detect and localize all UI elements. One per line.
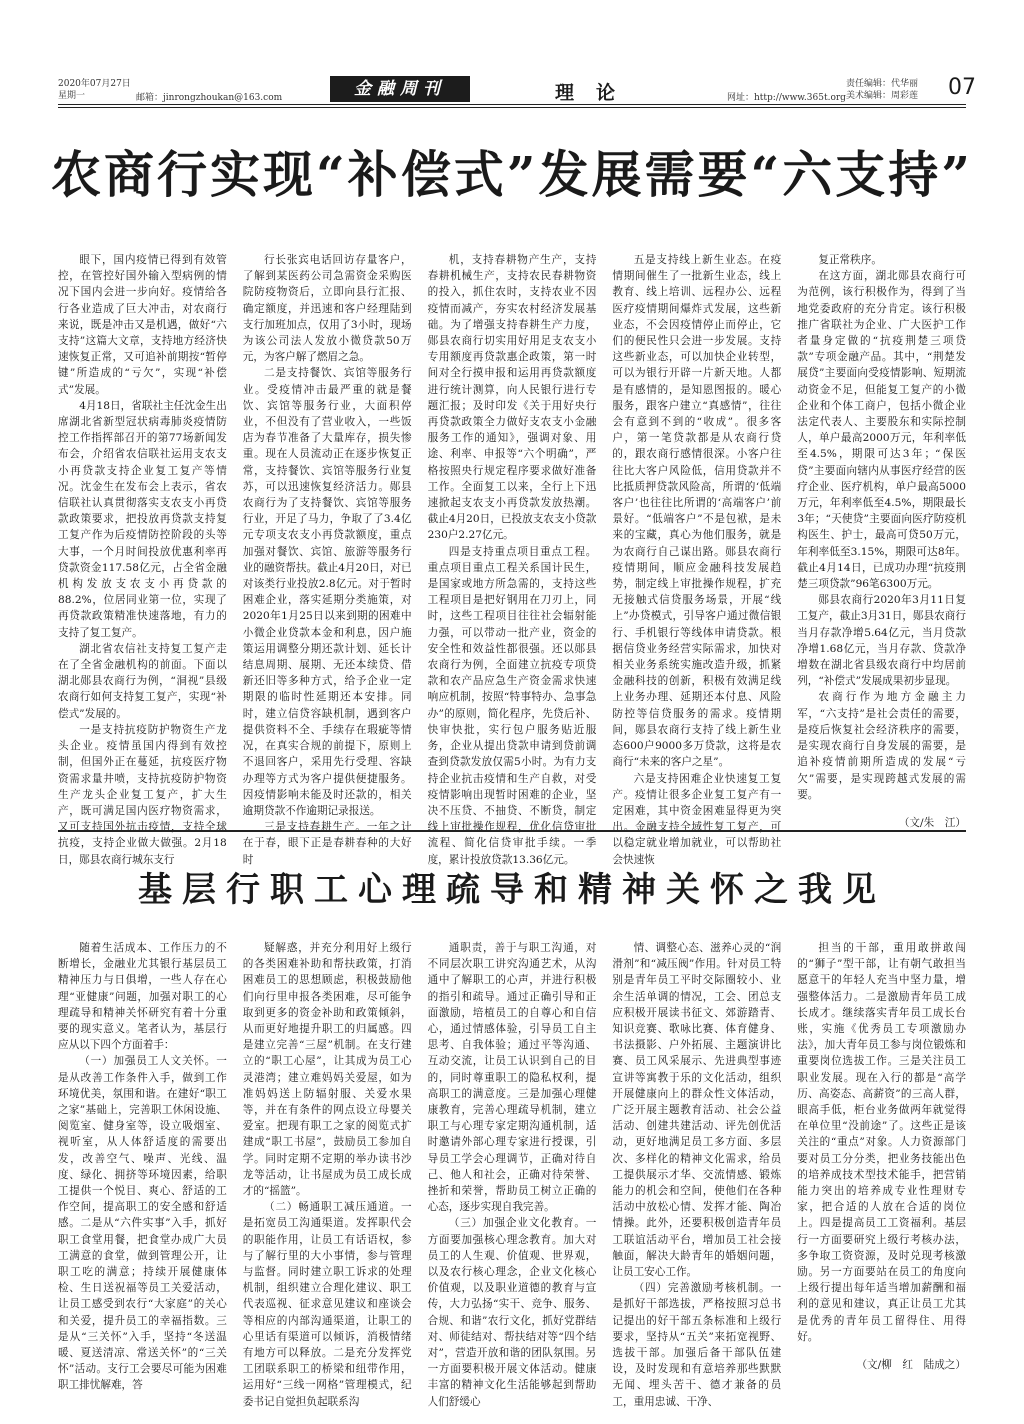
header-rule-bottom <box>58 107 966 108</box>
paragraph: 眼下，国内疫情已得到有效管控，在管控好国外输入型病例的情况下国内会进一步向好。疫情给各行各业造成了巨大冲击，对农商行来说，既是冲击又是机遇，做好“六支持”这篇大文章，支持地方经济快速恢复正常，又可追补前期按“暂停键”所造成的“亏欠”，实现“补偿式”发展。 <box>58 254 227 396</box>
paragraph: 五是支持线上新生业态。在疫情期间催生了一批新生业态，线上教育、线上培训、远程办公、远程医疗疫情期间爆炸式发展，这些新业态，不会因疫情停止而停止，它们的便民性只会进一步发展。支持这些新业态，可以加快企业转型，可以为银行开辟一片新天地。人都是有感情的，是知恩图报的。暖心服务，跟客户建立“真感情”，往往会有意到不到的“收成”。很多客户，第一笔贷款都是从农商行贷的，跟农商行感情很深。小客户往往比大客户风险低，信用贷款并不比抵质押贷款风险高，所谓的‘低端客户’也往往比所谓的‘高端客户’前景好。“低端客户”不是包袱，是未来的宝藏，真心为他们服务，就是为农商行自己谋出路。郧县农商行疫情期间，顺应金融科技发展趋势，制定线上审批操作规程，扩充无接触式信贷服务场景，开展“线上”办贷模式，引导客户通过微信银行、手机银行等线体申请贷款。根据信贷业务经营实际需求，加快对相关业务系统实施改造升级，抓紧金融科技的创新，积极有效满足线上业务办理、延期还本付息、风险防控等信贷服务的需求。疫情期间，郧县农商行支持了线上新生业态600户9000多万贷款，这将是农商行“未来的客户之星”。 <box>612 254 782 769</box>
masthead-banner: 金融周刊 <box>330 76 470 102</box>
paragraph: （一）加强员工人文关怀。一是从改善工作条件入手，做到工作环境优美，氛围和谐。在建好“职工之家”基础上，完善职工休闲设施、阅览室、健身室等，设立吸烟室、视听室，从人体舒适度的需要出发，改善空气、噪声、光线、温度、绿化、拥挤等环境因素，给职工提供一个悦目、爽心、舒适的工作空间，提高职工的安全感和舒适感。二是从“六件实事”入手，抓好职工食堂用餐，把食堂办成广大员工满意的食堂，做到管理公开，让职工吃的满意；持续开展健康体检、生日送祝福等员工关爱活动，让员工感受到农行“大家庭”的关心和关爱，提升员工的幸福指数。三是从“三关怀”入手，坚持“冬送温暖、夏送清凉、常送关怀”的“三关怀”活动。支行工会要尽可能为困难职工排忧解难，答 <box>58 1055 227 1392</box>
paragraph: 六是支持困难企业快速复工复产。疫情让很多企业复工复产有一定困难，其中资金困难显得更为突出。金融支持全域性复工复产，可以稳定就业增加就业，可以帮助社会快速恢 <box>612 772 782 866</box>
paragraph: 一是支持抗疫防护物资生产龙头企业。疫情虽国内得到有效控制，但国外正在蔓延，抗疫医疗物资需求量井喷，支持抗疫防护物资生产龙头企业复工复产，扩大生产，既可满足国内医疗物资需求，又可支持国外抗击疫情，支持全球抗疫，支持企业做大做强。2月18日，郧县农商行城东支行 <box>58 723 227 866</box>
section-name: 理论 <box>555 82 638 104</box>
art-editor-name: 美术编辑：周彩莲 <box>846 91 919 101</box>
page-number: 07 <box>948 75 976 100</box>
article2-column <box>427 940 597 1408</box>
header-rule-top <box>58 104 966 105</box>
article-divider <box>58 830 966 832</box>
byline: （文/朱 江） <box>898 816 966 829</box>
article2-column <box>58 940 227 1392</box>
paragraph: （二）畅通职工减压通道。一是拓宽员工沟通渠道。发挥职代会的职能作用，让员工有话语权，参与了解行里的大小事情，参与管理与监督。同时建立职工诉求的处理机制，组织建立合理化建议、职工代表巡视、征求意见建议和座谈会等相应的内部沟通渠道，让职工的心里话有渠道可以倾诉，消极情绪有地方可以释放。二是充分发挥党工团联系职工的桥梁和纽带作用，运用好“三线一网格”管理模式，纪委书记自觉担负起联系沟 <box>242 1201 412 1408</box>
paragraph: 湖北省农信社支持复工复产走在了全省金融机构的前面。下面以湖北郧县农商行为例，“洞视”县级农商行如何支持复工复产，实现“补偿式”发展的。 <box>58 642 227 720</box>
header-website: 网址：http://www.365t.org <box>727 93 846 103</box>
article1-column <box>58 252 227 866</box>
article1-column <box>242 252 412 866</box>
paragraph: 疑解惑，并充分利用好上级行的各类困难补助和帮扶政策，打消困难员工的思想顾虑，积极鼓励他们向行里申报各类困难，尽可能争取到更多的资金补助和政策倾斜，从而更好地提升职工的归属感。四是建立完善“三屋”机制。在支行建立的“职工心屋”，让其成为员工心灵港湾；建立难妈妈关爱屋，如为准妈妈送上防辐射服、关爱水果等，并在有条件的网点设立母婴关爱室。把现有职工之家的阅览式扩建成“职工书屋”，鼓励员工参加自学。同时定期不定期的举办读书沙龙等活动，让书屋成为员工成长成才的“摇篮”。 <box>242 942 412 1198</box>
header-email: 邮箱：jinrongzhoukan@163.com <box>136 93 283 103</box>
paragraph: 4月18日，省联社主任沈金生出席湖北省新型冠状病毒肺炎疫情防控工作指挥部召开的第77场新闻发布会，介绍省农信联社运用支农支小再贷款支持企业复工复产等情况。沈金生在发布会上表示，省农信联社认真贯彻落实支农支小再贷款政策要求，把投放再贷款支持复工复产作为后疫情防控阶段的头等大事，一个月时间投放优惠利率再贷款资金117.58亿元，占全省金融机构发放支农支小再贷款的88.2%，位居同业第一位，实现了再贷款政策精准快速落地，有力的支持了复工复产。 <box>58 399 227 639</box>
paragraph: 情、调整心态、滋养心灵的“润滑剂”和“减压阀”作用。针对员工特别是青年员工平时交际圈较小、业余生活单调的情况，工会、团总支应积极开展读书征文、郊游踏青、知识竞赛、歌咏比赛、体育健身、书法摄影、户外拓展、主题演讲比赛、员工风采展示、先进典型事迹宣讲等寓教于乐的文化活动，组织开展健康向上的群众性文体活动，广泛开展主题教育活动、社会公益活动、创建共建活动、评先创优活动，更好地满足员工多方面、多层次、多样化的精神文化需求，给员工提供展示才华、交流情感、锻炼能力的机会和空间，使他们在各种活动中放松心情、发挥才能、陶冶情操。此外，还要积极创造青年员工联谊活动平台，增加员工社会接触面，解决大龄青年的婚姻问题，让员工安心工作。 <box>612 942 782 1279</box>
paragraph: 随着生活成本、工作压力的不断增长，金融业尤其银行基层员工精神压力与日俱增，一些人存在心理“亚健康”问题，加强对职工的心理疏导和精神关怀研究有着十分重要的现实意义。笔者认为，基层行应从以下四个方面着手： <box>58 942 227 1052</box>
issue-date: 2020年07月27日 <box>58 79 131 89</box>
article2-body <box>58 940 966 1408</box>
paragraph: 通职责，善于与职工沟通，对不同层次职工讲究沟通艺术，从沟通中了解职工的心声，并进行积极的指引和疏导。通过正确引导和正面激励，培植员工的自尊心和自信心，通过情感体验，引导员工自主思考、自我体验；通过平等沟通、互动交流，让员工认识到自己的目的，同时尊重职工的隐私权利，提高职工的满意度。三是加强心理健康教育，完善心理疏导机制，建立职工与心理专家定期沟通机制，适时邀请外部心理专家进行授课，引导员工学会心理调节，正确对待自己、他人和社会，正确对待荣誉、挫折和荣誉，帮助员工树立正确的心态，逐步实现自我完善。 <box>427 942 597 1214</box>
article1-column <box>427 252 597 866</box>
issue-weekday: 星期一 <box>58 91 86 101</box>
paragraph: 机，支持春耕物产生产，支持春耕机械生产，支持农民春耕物资的投入，抓住农时，支持农业不因疫情而减产，夯实农村经济发展基础。为了增强支持春耕生产力度，郧县农商行切实用好用足支农支小专用额度再贷款惠企政策，第一时间对全行摸申报和运用再贷款额度进行统计测算，向人民银行进行专题汇报；及时印发《关于用好央行再贷款政策全力做好支农支小金融服务工作的通知》，强调对象、用途、利率、申报等“六个明确”，严格按照央行规定程序要求做好准备工作。全面复工以来，全行上下迅速掀起支农支小再贷款发放热潮。截止4月20日，已投放支农支小贷款230户2.27亿元。 <box>427 254 597 542</box>
paragraph: 在这方面，湖北郧县农商行可为范例，该行积极作为，得到了当地党委政府的充分肯定。该行积极推广省联社为企业、广大医护工作者量身定做的“抗疫荆楚三项贷款”专项金融产品。其中，“荆楚发展贷”主要面向受疫情影响、短期流动资金不足，但能复工复产的小微企业和个体工商户，包括小微企业法定代表人、主要股东和实际控制人，单户最高2000万元，年利率低至4.5%，期限可达3年；“保医贷”主要面向辖内从事医疗经营的医疗企业、医疗机构，单户最高5000万元，年利率低至4.5%，期限最长3年；“天使贷”主要面向医疗防疫机构医生、护士，最高可贷50万元，年利率低至3.15%，期限可达8年。截止4月14日，已成功办理“抗疫荆楚三项贷款”96笔6300万元。 <box>797 270 966 591</box>
paragraph: 二是支持餐饮、宾馆等服务行业。受疫情冲击最严重的就是餐饮、宾馆等服务行业，大面积停业，不但没有了营业收入，一些饭店为春节准备了大量库存，损失惨重。现在人员流动正在逐步恢复正常，支持餐饮、宾馆等服务行业复苏，可以迅速恢复经济活力。郧县农商行为了支持餐饮、宾馆等服务行业，开足了马力，争取了了3.4亿元专项支农支小再贷款额度，重点加强对餐饮、宾馆、旅游等服务行业的融资帮扶。截止4月20日，对已对该类行业投放2.8亿元。对于暂时困难企业，落实延期分类施策，对2020年1月25日以来到期的困难中小微企业贷款本金和利息，因户施策运用调整分期还款计划、延长计结息周期、展期、无还本续贷、借新还旧等多种方式，给予企业一定期限的临时性延期还本安排。同时，建立信贷容缺机制，遇到客户提供资料不全、手续存在瑕疵等情况，在真实合规的前提下，原则上不退回客户，采用先行受理、容缺办理等方式为客户提供便捷服务。因疫情影响未能及时还款的，相关逾期贷款不作逾期记录报送。 <box>242 367 412 817</box>
article2-column <box>797 940 966 1380</box>
paragraph: 农商行作为地方金融主力军，“六支持”是社会责任的需要，是疫后恢复社会经济秩序的需要，是实现农商行自身发展的需要，是追补疫情前期所造成的发展“亏欠”需要，是实现跨越式发展的需要。 <box>797 691 966 801</box>
header-date <box>58 78 131 102</box>
paragraph: （四）完善激励考核机制。一是抓好干部选拔，严格按照习总书记提出的好干部五条标准和上级行要求，坚持从“五关”来拓宽视野、选拔干部。加强后备干部队伍建设，及时发现和有意培养那些默默无闻、埋头苦干、德才兼备的员工，重用忠诚、干净、 <box>612 1282 782 1408</box>
paragraph: 郧县农商行2020年3月11日复工复产，截止3月31日，郧县农商行当月存款净增5.64亿元，当月贷款净增1.68亿元，当月存款、贷款净增数在湖北省县级农商行中均居前列，“补偿式”发展成果初步显现。 <box>797 594 966 688</box>
article1-title: 农商行实现“补偿式”发展需要“六支持” <box>50 145 974 204</box>
paragraph: 复正常秩序。 <box>818 254 882 266</box>
article1-body <box>58 252 966 866</box>
paragraph: 四是支持重点项目重点工程。重点项目重点工程关系国计民生，是国家或地方所急需的，支持这些工程项目是把好钢用在刀刃上，同时，这些工程项目往往社会辐射能力强，可以带动一批产业，资金的安全性和效益性都很强。还以郧县农商行为例，全面建立抗疫专项贷款和农产品应急生产资金需求快速响应机制，按照“特事特办、急事急办”的原则，简化程序，先贷后补、快审快批，实行包户服务贴近服务，企业从提出贷款申请到贷前调查到贷款发放仅需5小时。为有力支持企业抗击疫情和生产自救，对受疫情影响出现暂时困难的企业，坚决不压贷、不抽贷、不断贷，制定线上审批操作规程，优化信贷审批流程、简化信贷审批手续。一季度，累计投放贷款13.36亿元。 <box>427 545 597 866</box>
paragraph: 担当的干部，重用敢拼敢闯的“狮子”型干部，让有朝气敢担当愿意干的年轻人充当中坚力量，增强整体活力。二是激励青年员工成长成才。继续落实青年员工成长台账，实施《优秀员工专项激励办法》，加大青年员工参与岗位锻炼和重要岗位选拔工作。三是关注员工职业发展。现在入行的都是“高学历、高姿态、高薪资”的三高人群，眼高手低，柜台业务做两年就觉得在单位里“没前途”了。这些正是该关注的“重点”对象。人力资源部门要对员工分分类，把业务技能出色的培养成技术型技术能手，把营销能力突出的培养成专业性理财专家，把合适的人放在合适的岗位上。四是提高员工工资福利。基层行一方面要研究上级行考核办法，多争取工资资源，及时兑现考核激励。另一方面要站在员工的角度向上级行提出每年适当增加薪酬和福利的意见和建议，真正让员工尤其是优秀的青年员工留得住、用得好。 <box>797 942 966 1343</box>
article1-column <box>612 252 782 866</box>
paragraph: 三是支持春耕生产。一年之计在于春，眼下正是春耕春种的大好时 <box>242 821 412 866</box>
paragraph: 行长张宾电话回访存量客户，了解到某医药公司急需资金采购医院防疫物资后，立即向县行汇报、确定额度，并迅速和客户经理陆到支行加班加点，仅用了3小时，现场为该公司法人发放小微贷款50万元，为客户解了燃眉之急。 <box>242 254 412 364</box>
byline: （文/柳 红 陆成之） <box>856 1359 966 1372</box>
header-editors <box>846 78 918 102</box>
article2-column <box>612 940 782 1408</box>
editor-name: 责任编辑：代华丽 <box>846 79 919 89</box>
paragraph: （三）加强企业文化教育。一方面要加强核心理念教育。加大对员工的人生观、价值观、世界观，以及农行核心理念，企业文化核心价值观，以及职业道德的教育与宣传，大力弘扬“实干、竞争、服务、合规、和谐”农行文化，抓好党群结对、师徒结对、帮扶结对等“四个结对”，营造开放和谐的团队氛围。另一方面要积极开展文体活动。健康丰富的精神文化生活能够起到帮助人们舒缓心 <box>427 1217 597 1408</box>
article2-title: 基层行职工心理疏导和精神关怀之我见 <box>138 870 886 910</box>
article1-column <box>797 252 966 829</box>
article2-column <box>242 940 412 1408</box>
